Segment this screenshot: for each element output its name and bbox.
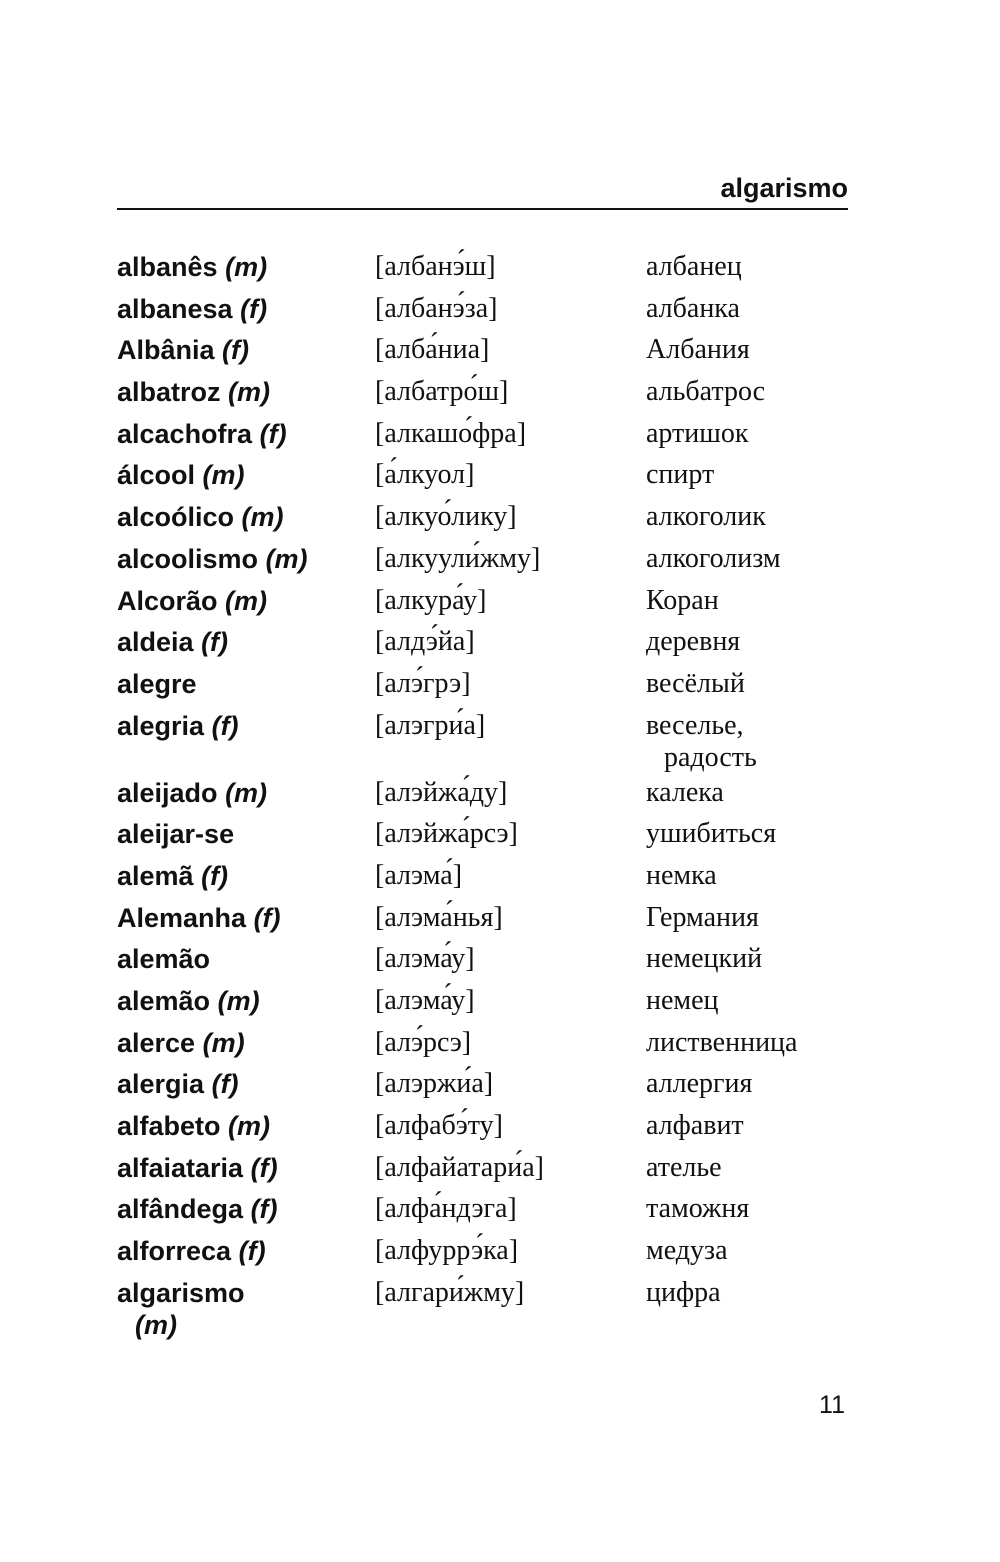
dictionary-entry xyxy=(117,710,848,777)
entry-translation xyxy=(646,818,856,850)
running-header xyxy=(117,170,848,210)
entry-pronunciation: [алфуррэ́ка] xyxy=(375,1235,519,1267)
dictionary-entry xyxy=(117,777,848,819)
translation-text: весёлый xyxy=(646,667,745,699)
entry-word: Albânia xyxy=(117,335,215,366)
entry-term xyxy=(117,334,367,366)
entry-term xyxy=(117,1152,367,1184)
entry-pronunciation: [алэ́рсэ] xyxy=(375,1026,472,1058)
entry-term xyxy=(117,668,367,700)
entry-gender: (f) xyxy=(211,710,239,741)
translation-text: немецкий xyxy=(646,943,763,975)
entry-translation xyxy=(646,293,856,325)
entry-word: Alemanha xyxy=(117,902,247,933)
translation-text: ушибиться xyxy=(646,818,777,850)
entry-translation xyxy=(646,902,856,934)
entry-pronunciation: [алдэ́йа] xyxy=(375,626,475,658)
entry-term xyxy=(117,902,367,934)
entry-word: alergia xyxy=(117,1069,205,1100)
entry-translation xyxy=(646,418,856,450)
entry-gender: (f) xyxy=(238,1236,266,1267)
entry-gender: (f) xyxy=(250,1152,278,1183)
entry-pronunciation: [алэма́у] xyxy=(375,943,475,975)
entry-translation xyxy=(646,710,856,774)
dictionary-entry xyxy=(117,418,848,460)
entry-gender: (m) xyxy=(202,1027,245,1058)
translation-text: Албания xyxy=(646,334,750,366)
entry-translation xyxy=(646,668,856,700)
dictionary-entry xyxy=(117,376,848,418)
entry-pronunciation: [алэйжа́рсэ] xyxy=(375,818,518,850)
entry-gender: (f) xyxy=(253,902,281,933)
entry-translation xyxy=(646,1277,856,1309)
entry-term xyxy=(117,585,367,617)
entry-gender: (f) xyxy=(240,293,268,324)
translation-text: ателье xyxy=(646,1151,722,1183)
entry-word: alemã xyxy=(117,860,194,891)
entry-pronunciation: [алэйжа́ду] xyxy=(375,776,508,808)
entry-gender: (f) xyxy=(201,860,229,891)
entry-word: alegre xyxy=(117,668,197,699)
translation-text: цифра xyxy=(646,1276,721,1308)
entry-word: alfabeto xyxy=(117,1111,221,1142)
translation-text: артишок xyxy=(646,417,749,449)
entry-gender: (f) xyxy=(250,1194,278,1225)
entry-gender: (m) xyxy=(241,502,284,533)
entry-list xyxy=(117,251,848,1344)
entry-gender: (m) xyxy=(265,543,308,574)
entry-term xyxy=(117,943,367,975)
entry-pronunciation: [алэржи́а] xyxy=(375,1068,494,1100)
entry-term xyxy=(117,543,367,575)
entry-gender: (f) xyxy=(259,418,287,449)
entry-term xyxy=(117,293,367,325)
translation-text: спирт xyxy=(646,459,715,491)
translation-text: таможня xyxy=(646,1193,750,1225)
translation-text: алкоголизм xyxy=(646,542,781,574)
entry-term xyxy=(117,501,367,533)
translation-text: деревня xyxy=(646,626,741,658)
translation-text: немка xyxy=(646,859,717,891)
entry-word: álcool xyxy=(117,460,196,491)
entry-pronunciation: [албатро́ш] xyxy=(375,376,509,408)
entry-term xyxy=(117,1277,367,1341)
entry-term xyxy=(117,1027,367,1059)
entry-pronunciation: [албанэ́за] xyxy=(375,292,498,324)
translation-text: немец xyxy=(646,985,719,1016)
translation-text: веселье, xyxy=(646,709,744,741)
translation-text: медуза xyxy=(646,1235,728,1267)
entry-pronunciation: [алэгри́а] xyxy=(375,709,486,741)
dictionary-entry xyxy=(117,501,848,543)
translation-text: алкоголик xyxy=(646,501,766,533)
entry-pronunciation: [алфабэ́ту] xyxy=(375,1110,503,1142)
translation-text: альбатрос xyxy=(646,376,766,408)
entry-pronunciation: [алкуули́жму] xyxy=(375,542,541,574)
entry-word: alerce xyxy=(117,1027,196,1058)
entry-pronunciation: [албанэ́ш] xyxy=(375,251,496,282)
entry-gender: (m) xyxy=(135,1309,177,1340)
entry-term xyxy=(117,1110,367,1142)
entry-word: alegria xyxy=(117,710,205,741)
dictionary-entry xyxy=(117,334,848,376)
entry-gender: (m) xyxy=(225,252,268,282)
entry-gender: (f) xyxy=(201,627,229,658)
entry-word: alcoolismo xyxy=(117,543,259,574)
translation-text: Германия xyxy=(646,901,759,933)
entry-pronunciation: [алэ́грэ] xyxy=(375,667,471,699)
entry-translation xyxy=(646,1110,856,1142)
dictionary-entry xyxy=(117,293,848,335)
dictionary-entry xyxy=(117,818,848,860)
entry-translation xyxy=(646,376,856,408)
entry-term xyxy=(117,459,367,491)
entry-gender: (m) xyxy=(225,585,268,616)
entry-translation xyxy=(646,860,856,892)
page-number: 11 xyxy=(819,1391,845,1419)
entry-gender: (m) xyxy=(217,986,260,1016)
entry-pronunciation: [алэма́] xyxy=(375,859,463,891)
dictionary-entry xyxy=(117,1277,848,1344)
entry-gender: (f) xyxy=(222,335,250,366)
entry-term xyxy=(117,626,367,658)
entry-translation xyxy=(646,626,856,658)
entry-term xyxy=(117,251,367,283)
entry-term xyxy=(117,710,367,742)
entry-translation xyxy=(646,334,856,366)
entry-word: alfândega xyxy=(117,1194,244,1225)
entry-pronunciation: [алба́ниа] xyxy=(375,334,490,366)
entry-translation xyxy=(646,777,856,809)
entry-translation xyxy=(646,585,856,617)
translation-text: албанка xyxy=(646,292,740,324)
dictionary-entry xyxy=(117,1193,848,1235)
entry-pronunciation: [алфа́ндэга] xyxy=(375,1193,517,1225)
dictionary-page xyxy=(117,0,848,1562)
dictionary-entry xyxy=(117,251,848,293)
translation-text: алфавит xyxy=(646,1110,744,1142)
entry-pronunciation: [алфайатари́а] xyxy=(375,1151,544,1183)
translation-text: аллергия xyxy=(646,1068,753,1100)
entry-translation xyxy=(646,543,856,575)
translation-text: Коран xyxy=(646,584,719,616)
entry-pronunciation: [алкура́у] xyxy=(375,584,487,616)
entry-translation xyxy=(646,1193,856,1225)
guide-word: algarismo xyxy=(720,173,848,203)
entry-translation xyxy=(646,251,856,283)
dictionary-entry xyxy=(117,1235,848,1277)
entry-gender: (m) xyxy=(228,1111,271,1142)
entry-word: albanês xyxy=(117,252,218,282)
entry-term xyxy=(117,818,367,850)
entry-translation xyxy=(646,1235,856,1267)
entry-term xyxy=(117,860,367,892)
entry-gender: (f) xyxy=(211,1069,239,1100)
translation-text: радость xyxy=(664,741,757,773)
entry-pronunciation: [алэма́у] xyxy=(375,985,475,1016)
entry-word: aleijar-se xyxy=(117,819,235,850)
dictionary-entry xyxy=(117,902,848,944)
dictionary-entry xyxy=(117,1068,848,1110)
entry-translation xyxy=(646,459,856,491)
entry-term xyxy=(117,376,367,408)
entry-gender: (m) xyxy=(228,377,271,408)
dictionary-entry xyxy=(117,668,848,710)
dictionary-entry xyxy=(117,1110,848,1152)
entry-word: alcoólico xyxy=(117,502,235,533)
dictionary-entry xyxy=(117,459,848,501)
translation-text: албанец xyxy=(646,251,742,282)
entry-word: alfaiataria xyxy=(117,1152,244,1183)
entry-term xyxy=(117,1235,367,1267)
entry-word: albatroz xyxy=(117,377,221,408)
dictionary-entry xyxy=(117,1027,848,1069)
dictionary-entry xyxy=(117,1152,848,1194)
entry-word: albanesa xyxy=(117,293,233,324)
entry-word: alemão xyxy=(117,944,211,975)
entry-gender: (m) xyxy=(225,777,268,808)
entry-translation xyxy=(646,1152,856,1184)
entry-word: alforreca xyxy=(117,1236,232,1267)
dictionary-entry xyxy=(117,860,848,902)
entry-gender: (m) xyxy=(202,460,245,491)
entry-pronunciation: [алкуо́лику] xyxy=(375,501,517,533)
entry-term xyxy=(117,1193,367,1225)
entry-translation xyxy=(646,1027,856,1059)
entry-term xyxy=(117,985,367,1017)
entry-term xyxy=(117,1068,367,1100)
entry-word: algarismo xyxy=(117,1277,245,1308)
entry-term xyxy=(117,777,367,809)
entry-translation xyxy=(646,943,856,975)
entry-translation xyxy=(646,985,856,1017)
entry-pronunciation: [алэма́нья] xyxy=(375,901,503,933)
entry-translation xyxy=(646,1068,856,1100)
translation-text: калека xyxy=(646,776,724,808)
entry-pronunciation: [алгари́жму] xyxy=(375,1276,525,1308)
entry-word: aleijado xyxy=(117,777,218,808)
translation-text: лиственница xyxy=(646,1026,798,1058)
entry-word: alemão xyxy=(117,986,211,1016)
dictionary-entry xyxy=(117,543,848,585)
dictionary-entry xyxy=(117,943,848,985)
dictionary-entry xyxy=(117,585,848,627)
entry-word: Alcorão xyxy=(117,585,218,616)
entry-pronunciation: [алкашо́фра] xyxy=(375,417,527,449)
entry-pronunciation: [а́лкуол] xyxy=(375,459,475,491)
dictionary-entry xyxy=(117,626,848,668)
entry-term xyxy=(117,418,367,450)
entry-word: aldeia xyxy=(117,627,194,658)
entry-translation xyxy=(646,501,856,533)
dictionary-entry xyxy=(117,985,848,1027)
entry-word: alcachofra xyxy=(117,418,253,449)
